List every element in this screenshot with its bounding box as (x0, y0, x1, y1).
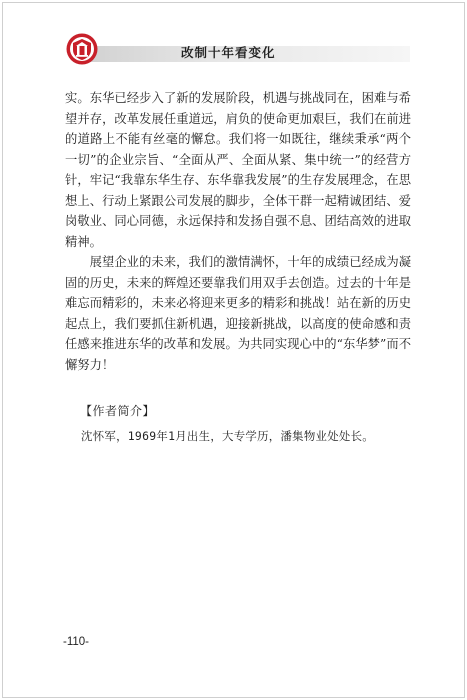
shield-emblem-icon (65, 32, 99, 66)
header-title: 改制十年看变化 (181, 45, 276, 60)
author-bio-heading: 【作者简介】 (80, 404, 156, 418)
author-bio-text: 沈怀军，1969年1月出生，大专学历，潘集物业处处长。 (81, 429, 374, 443)
page-header (65, 38, 410, 66)
page-number: -110- (63, 636, 89, 648)
article-body (65, 88, 411, 375)
paragraph-2: 展望企业的未来，我们的激情满怀，十年的成绩已经成为凝固的历史，未来的辉煌还要靠我们用双手去创造。过去的十年是难忘而精彩的，未来必将迎来更多的精彩和挑战！站在新的历史起点上，我们要抓住新机遇，迎接新挑战，以高度的使命感和责任感来推进东华的改革和发展。为共同实现心中的“东华梦”而不懈努力！ (65, 255, 411, 372)
paragraph-1: 实。东华已经步入了新的发展阶段，机遇与挑战同在，困难与希望并存，改革发展任重道远，肩负的使命更加艰巨，我们在前进的道路上不能有丝毫的懈怠。我们将一如既往，继续秉承“两个一切”的企业宗旨、“全面从严、全面从紧、集中统一”的经营方针，牢记“我靠东华生存、东华靠我发展”的生存发展理念，在思想上、行动上紧跟公司发展的脚步，全体干群一起精诚团结、爱岗敬业、同心同德，永远保持和发扬自强不息、团结高效的进取精神。 (65, 91, 411, 249)
